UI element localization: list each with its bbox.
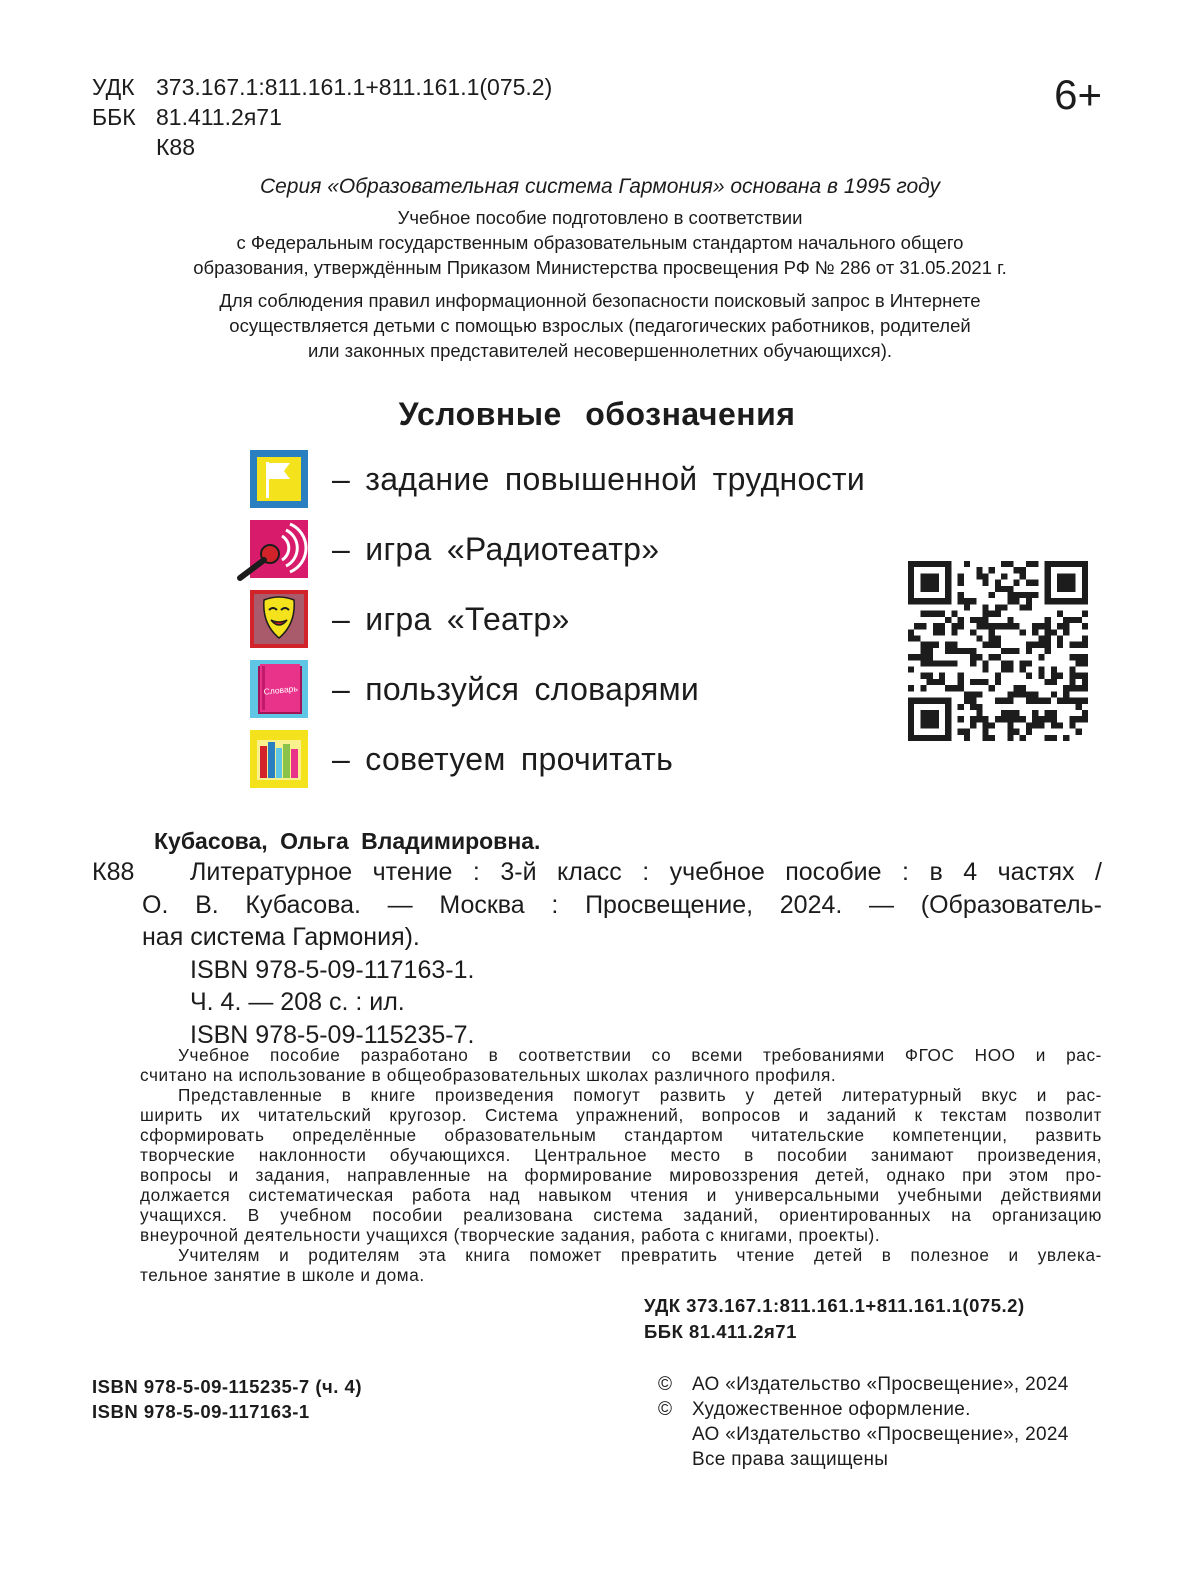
copyright-row bbox=[658, 1397, 1069, 1422]
fgos-line: образования, утверждённым Приказом Министерства просвещения РФ № 286 от 31.05.2021 г. bbox=[193, 257, 1007, 278]
catalog-title-line: Литературное чтение : 3-й класс : учебное пособие : в 4 частях / bbox=[190, 858, 1102, 886]
copyright-symbol: © bbox=[658, 1374, 673, 1395]
legend-item-theatre bbox=[236, 588, 570, 650]
udk-bbk-block bbox=[92, 72, 792, 162]
safety-line: осуществляется детьми с помощью взрослых (педагогических работников, родителей bbox=[229, 315, 971, 336]
abstract-line: Учителям и родителям эта книга поможет превратить чтение детей в полезное и увлека- bbox=[178, 1245, 1102, 1265]
catalog-code: К88 bbox=[92, 858, 135, 886]
footer-isbn-part: ISBN 978-5-09-115235-7 (ч. 4) bbox=[92, 1376, 362, 1397]
copyright-row bbox=[658, 1372, 1069, 1397]
abstract-line: внеурочной деятельности учащихся (творческие задания, работа с книгами, проекты). bbox=[140, 1225, 881, 1245]
footer-isbn bbox=[92, 1374, 362, 1424]
copyright-row bbox=[658, 1447, 1069, 1472]
rights-reserved: Все права защищены bbox=[692, 1449, 889, 1470]
legend-item-text: – задание повышенной трудности bbox=[332, 461, 866, 497]
fgos-line: с Федеральным государственным образовательным стандартом начального общего bbox=[236, 232, 964, 253]
catalog-isbn-series: ISBN 978-5-09-117163-1. bbox=[190, 955, 475, 984]
abstract-line: тельное занятие в школе и дома. bbox=[140, 1265, 425, 1285]
series-note: Серия «Образовательная система Гармония» основана в 1995 году bbox=[259, 175, 941, 198]
copyright-symbol: © bbox=[658, 1399, 673, 1420]
dictionary-icon bbox=[250, 660, 308, 718]
catalog-line: ная система Гармония). bbox=[142, 923, 420, 951]
abstract-line: творческие наклонности обучающихся. Центральное место в пособии занимают произведения, bbox=[140, 1145, 1102, 1165]
copyright-publisher: АО «Издательство «Просвещение», 2024 bbox=[692, 1374, 1069, 1395]
copyright-design-publisher: АО «Издательство «Просвещение», 2024 bbox=[692, 1424, 1069, 1445]
legend-item-text: – игра «Театр» bbox=[332, 601, 570, 637]
legend-item-radio-theatre bbox=[236, 518, 659, 580]
catalog-record bbox=[92, 856, 1102, 1051]
qr-code-icon[interactable] bbox=[908, 561, 1088, 741]
abstract-line: считано на использование в общеобразовательных школах различного профиля. bbox=[140, 1065, 837, 1085]
age-rating: 6+ bbox=[1054, 71, 1102, 118]
fgos-note bbox=[100, 205, 1100, 280]
safety-line: Для соблюдения правил информационной безопасности поисковый запрос в Интернете bbox=[219, 290, 981, 311]
udk-label: УДК bbox=[92, 74, 135, 100]
books-icon bbox=[250, 730, 308, 788]
copyright-block bbox=[658, 1372, 1069, 1472]
legend-item-text: – советуем прочитать bbox=[332, 741, 674, 777]
abstract-line: вопросы и задания, направленные на формирование мировоззрения детей, однако при этом про- bbox=[140, 1165, 1102, 1185]
flag-icon bbox=[250, 450, 308, 508]
bbk-row bbox=[92, 102, 792, 132]
author-mark: К88 bbox=[156, 134, 195, 160]
abstract-line: ширить их читательский кругозор. Система упражнений, вопросов и заданий к текстам позволит bbox=[140, 1105, 1102, 1125]
copyright-row bbox=[658, 1422, 1069, 1447]
copyright-design: Художественное оформление. bbox=[692, 1399, 971, 1420]
footer-udk-bbk bbox=[644, 1293, 1025, 1345]
legend-title: Условные обозначения bbox=[398, 396, 796, 432]
bbk-label: ББК bbox=[92, 104, 136, 130]
abstract-line: Учебное пособие разработано в соответствии со всеми требованиями ФГОС НОО и рас- bbox=[178, 1045, 1102, 1065]
udk-value: 373.167.1:811.161.1+811.161.1(075.2) bbox=[156, 74, 553, 100]
legend-item-hard-task bbox=[236, 448, 865, 510]
author-mark-row bbox=[92, 132, 792, 162]
abstract-line: Представленные в книге произведения помогут развить у детей литературный вкус и рас- bbox=[178, 1085, 1102, 1105]
abstract-line: учащихся. В учебном пособии реализована система заданий, ориентированных на организацию bbox=[140, 1205, 1102, 1225]
safety-note bbox=[100, 288, 1100, 363]
catalog-isbn-part: ISBN 978-5-09-115235-7. bbox=[190, 1020, 475, 1049]
footer-isbn-series: ISBN 978-5-09-117163-1 bbox=[92, 1401, 310, 1422]
udk-row bbox=[92, 72, 792, 102]
legend-item-text: – пользуйся словарями bbox=[332, 671, 700, 707]
catalog-line bbox=[92, 856, 1102, 889]
legend-item-text: – игра «Радиотеатр» bbox=[332, 531, 660, 567]
abstract bbox=[140, 1045, 1102, 1285]
legend-item-recommended bbox=[236, 728, 673, 790]
abstract-line: должается систематическая работа над навыком чтения и универсальными учебными действиями bbox=[140, 1185, 1102, 1205]
theatre-mask-icon bbox=[250, 590, 308, 648]
bbk-value: 81.411.2я71 bbox=[156, 104, 282, 130]
fgos-line: Учебное пособие подготовлено в соответствии bbox=[397, 207, 803, 228]
microphone-icon bbox=[250, 520, 308, 578]
catalog-line: О. В. Кубасова. — Москва : Просвещение, 2024. — (Образователь- bbox=[142, 890, 1102, 919]
abstract-line: сформировать определённые образовательным стандартом читательские компетенции, развить bbox=[140, 1125, 1102, 1145]
catalog-author: Кубасова, Ольга Владимировна. bbox=[154, 828, 541, 854]
footer-udk: УДК 373.167.1:811.161.1+811.161.1(075.2) bbox=[644, 1295, 1025, 1316]
footer-bbk: ББК 81.411.2я71 bbox=[644, 1321, 797, 1342]
dictionary-icon-label: Словарь bbox=[263, 683, 299, 697]
safety-line: или законных представителей несовершеннолетних обучающихся). bbox=[307, 340, 892, 361]
legend-item-dictionary bbox=[236, 658, 699, 720]
catalog-part: Ч. 4. — 208 с. : ил. bbox=[190, 988, 405, 1016]
